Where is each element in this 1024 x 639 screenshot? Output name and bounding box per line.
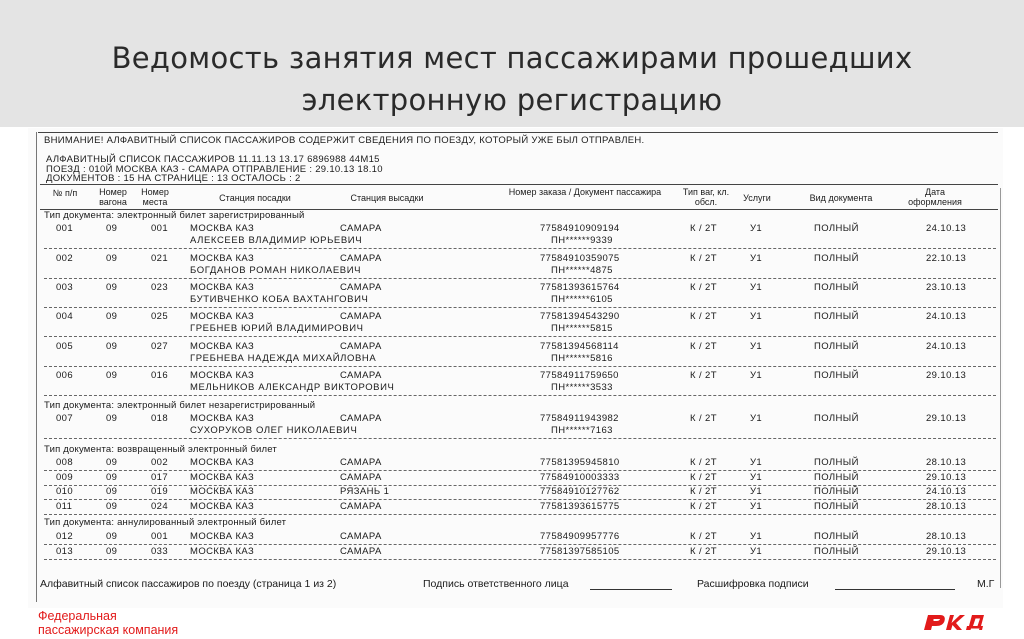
table-cell: 28.10.13 bbox=[926, 501, 967, 512]
column-header: Номер вагона bbox=[99, 187, 127, 207]
table-cell: К / 2Т bbox=[690, 282, 717, 293]
row-divider bbox=[44, 336, 996, 337]
table-cell: 24.10.13 bbox=[926, 341, 967, 352]
table-cell: 012 bbox=[56, 531, 74, 542]
table-cell: К / 2Т bbox=[690, 253, 717, 264]
table-cell: ПОЛНЫЙ bbox=[814, 413, 859, 424]
header-top-rule bbox=[40, 184, 998, 185]
table-cell: 77581393615764 bbox=[540, 282, 620, 293]
passenger-name: СУХОРУКОВ ОЛЕГ НИКОЛАЕВИЧ bbox=[190, 425, 358, 436]
passenger-name: БОГДАНОВ РОМАН НИКОЛАЕВИЧ bbox=[190, 265, 362, 276]
table-cell: 24.10.13 bbox=[926, 486, 967, 497]
table-cell: К / 2Т bbox=[690, 501, 717, 512]
table-cell: 001 bbox=[151, 223, 169, 234]
table-cell: К / 2Т bbox=[690, 472, 717, 483]
table-cell: 001 bbox=[151, 531, 169, 542]
table-cell: 002 bbox=[151, 457, 169, 468]
table-cell: У1 bbox=[750, 311, 763, 322]
table-cell: К / 2Т bbox=[690, 311, 717, 322]
list-header: АЛФАВИТНЫЙ СПИСОК ПАССАЖИРОВ 11.11.13 13.17 6896988 44М15 bbox=[46, 154, 380, 165]
warning-text: ВНИМАНИЕ! АЛФАВИТНЫЙ СПИСОК ПАССАЖИРОВ СОДЕРЖИТ СВЕДЕНИЯ ПО ПОЕЗДУ, КОТОРЫЙ УЖЕ БЫЛ ОТПРАВЛЕН. bbox=[44, 135, 645, 146]
row-divider bbox=[44, 470, 996, 471]
table-cell: У1 bbox=[750, 370, 763, 381]
section-title: Тип документа: электронный билет зарегистрированный bbox=[44, 210, 305, 221]
table-cell: 017 bbox=[151, 472, 169, 483]
table-cell: 09 bbox=[106, 341, 118, 352]
table-cell: У1 bbox=[750, 546, 763, 557]
table-cell: САМАРА bbox=[340, 282, 382, 293]
table-cell: ПОЛНЫЙ bbox=[814, 311, 859, 322]
passenger-passport: ПН******4875 bbox=[551, 265, 613, 276]
section-title: Тип документа: электронный билет незарегистрированный bbox=[44, 400, 316, 411]
column-header: Номер места bbox=[141, 187, 169, 207]
table-cell: 77584909957776 bbox=[540, 531, 620, 542]
table-cell: 77581394543290 bbox=[540, 311, 620, 322]
decode-label: Расшифровка подписи bbox=[697, 578, 809, 590]
table-cell: У1 bbox=[750, 282, 763, 293]
row-divider bbox=[44, 499, 996, 500]
rzd-logo-icon bbox=[918, 610, 990, 634]
table-cell: 013 bbox=[56, 546, 74, 557]
table-cell: ПОЛНЫЙ bbox=[814, 486, 859, 497]
table-cell: 007 bbox=[56, 413, 74, 424]
passenger-name: БУТИВЧЕНКО КОБА ВАХТАНГОВИЧ bbox=[190, 294, 369, 305]
table-cell: 22.10.13 bbox=[926, 253, 967, 264]
table-cell: 28.10.13 bbox=[926, 531, 967, 542]
table-cell: 002 bbox=[56, 253, 74, 264]
table-cell: ПОЛНЫЙ bbox=[814, 370, 859, 381]
table-cell: 09 bbox=[106, 311, 118, 322]
table-cell: 77581397585105 bbox=[540, 546, 620, 557]
table-cell: МОСКВА КАЗ bbox=[190, 282, 255, 293]
table-cell: У1 bbox=[750, 413, 763, 424]
passenger-passport: ПН******7163 bbox=[551, 425, 613, 436]
table-cell: 09 bbox=[106, 486, 118, 497]
column-header: Номер заказа / Документ пассажира bbox=[508, 187, 662, 197]
table-cell: У1 bbox=[750, 486, 763, 497]
passenger-name: АЛЕКСЕЕВ ВЛАДИМИР ЮРЬЕВИЧ bbox=[190, 235, 363, 246]
passenger-name: МЕЛЬНИКОВ АЛЕКСАНДР ВИКТОРОВИЧ bbox=[190, 382, 395, 393]
table-cell: У1 bbox=[750, 501, 763, 512]
table-cell: 009 bbox=[56, 472, 74, 483]
table-cell: 011 bbox=[56, 501, 73, 512]
table-cell: САМАРА bbox=[340, 413, 382, 424]
table-cell: 77584910359075 bbox=[540, 253, 620, 264]
table-cell: 006 bbox=[56, 370, 74, 381]
table-cell: ПОЛНЫЙ bbox=[814, 472, 859, 483]
row-divider bbox=[44, 307, 996, 308]
table-cell: ПОЛНЫЙ bbox=[814, 501, 859, 512]
document-right-edge bbox=[1000, 188, 1001, 588]
documents-count-line: ДОКУМЕНТОВ : 15 НА СТРАНИЦЕ : 13 ОСТАЛОСЬ : 2 bbox=[46, 173, 301, 184]
table-cell: 77584910003333 bbox=[540, 472, 620, 483]
table-cell: 77584910909194 bbox=[540, 223, 620, 234]
table-cell: 28.10.13 bbox=[926, 457, 967, 468]
table-cell: 010 bbox=[56, 486, 74, 497]
table-cell: К / 2Т bbox=[690, 486, 717, 497]
table-cell: 77581395945810 bbox=[540, 457, 620, 468]
table-cell: САМАРА bbox=[340, 223, 382, 234]
table-cell: 09 bbox=[106, 253, 118, 264]
table-cell: 09 bbox=[106, 282, 118, 293]
table-cell: У1 bbox=[750, 253, 763, 264]
table-cell: 024 bbox=[151, 501, 169, 512]
row-divider bbox=[44, 366, 996, 367]
slide-title-line-1: Ведомость занятия мест пассажирами прошедших bbox=[111, 41, 913, 75]
row-divider bbox=[44, 559, 996, 560]
column-header: № п/п bbox=[52, 188, 78, 198]
company-name-line-2: пассажирская компания bbox=[38, 623, 179, 637]
table-cell: К / 2Т bbox=[690, 341, 717, 352]
table-cell: 019 bbox=[151, 486, 169, 497]
company-name-line-1: Федеральная bbox=[38, 609, 117, 623]
table-cell: САМАРА bbox=[340, 341, 382, 352]
signature-label: Подпись ответственного лица bbox=[423, 578, 569, 590]
table-cell: К / 2Т bbox=[690, 531, 717, 542]
passenger-passport: ПН******9339 bbox=[551, 235, 613, 246]
table-cell: 09 bbox=[106, 223, 118, 234]
table-cell: К / 2Т bbox=[690, 370, 717, 381]
column-header: Тип ваг, кл. обсл. bbox=[682, 187, 730, 207]
table-cell: САМАРА bbox=[340, 531, 382, 542]
table-cell: 09 bbox=[106, 546, 118, 557]
table-cell: 77581394568114 bbox=[540, 341, 619, 352]
signature-line bbox=[590, 589, 672, 590]
table-cell: 24.10.13 bbox=[926, 223, 967, 234]
column-header: Дата оформления bbox=[908, 187, 962, 207]
table-cell: У1 bbox=[750, 472, 763, 483]
table-cell: К / 2Т bbox=[690, 546, 717, 557]
table-cell: ПОЛНЫЙ bbox=[814, 341, 859, 352]
table-cell: У1 bbox=[750, 457, 763, 468]
table-cell: 09 bbox=[106, 370, 118, 381]
passenger-name: ГРЕБНЕВ ЮРИЙ ВЛАДИМИРОВИЧ bbox=[190, 323, 364, 334]
table-cell: МОСКВА КАЗ bbox=[190, 501, 255, 512]
table-cell: 004 bbox=[56, 311, 74, 322]
list-caption: Алфавитный список пассажиров по поезду (страница 1 из 2) bbox=[40, 578, 337, 590]
table-cell: САМАРА bbox=[340, 370, 382, 381]
table-cell: К / 2Т bbox=[690, 413, 717, 424]
train-line: ПОЕЗД : 010Й МОСКВА КАЗ - САМАРА ОТПРАВЛЕНИЕ : 29.10.13 18.10 bbox=[46, 164, 383, 175]
table-cell: 016 bbox=[151, 370, 169, 381]
table-cell: МОСКВА КАЗ bbox=[190, 472, 255, 483]
table-cell: 003 bbox=[56, 282, 74, 293]
table-cell: ПОЛНЫЙ bbox=[814, 531, 859, 542]
decode-line bbox=[835, 589, 955, 590]
row-divider bbox=[44, 278, 996, 279]
table-cell: 77584911943982 bbox=[540, 413, 619, 424]
table-cell: 005 bbox=[56, 341, 74, 352]
table-cell: 027 bbox=[151, 341, 169, 352]
row-divider bbox=[44, 544, 996, 545]
column-header: Станция посадки bbox=[219, 193, 291, 203]
table-cell: МОСКВА КАЗ bbox=[190, 486, 255, 497]
table-cell: САМАРА bbox=[340, 457, 382, 468]
top-rule bbox=[38, 132, 998, 133]
table-cell: 24.10.13 bbox=[926, 311, 967, 322]
passenger-passport: ПН******3533 bbox=[551, 382, 613, 393]
table-cell: ПОЛНЫЙ bbox=[814, 457, 859, 468]
table-cell: 09 bbox=[106, 531, 118, 542]
table-cell: 77584910127762 bbox=[540, 486, 620, 497]
table-cell: 025 bbox=[151, 311, 169, 322]
table-cell: 77584911759650 bbox=[540, 370, 619, 381]
passenger-passport: ПН******5816 bbox=[551, 353, 613, 364]
table-cell: 033 bbox=[151, 546, 169, 557]
table-cell: ПОЛНЫЙ bbox=[814, 282, 859, 293]
initials: М.Г bbox=[977, 578, 995, 590]
table-cell: 008 bbox=[56, 457, 74, 468]
table-cell: ПОЛНЫЙ bbox=[814, 253, 859, 264]
table-cell: У1 bbox=[750, 341, 763, 352]
table-cell: 23.10.13 bbox=[926, 282, 967, 293]
column-header: Услуги bbox=[743, 193, 771, 203]
table-cell: У1 bbox=[750, 223, 763, 234]
table-cell: САМАРА bbox=[340, 472, 382, 483]
table-cell: МОСКВА КАЗ bbox=[190, 546, 255, 557]
table-cell: МОСКВА КАЗ bbox=[190, 311, 255, 322]
table-cell: 29.10.13 bbox=[926, 370, 967, 381]
table-cell: МОСКВА КАЗ bbox=[190, 457, 255, 468]
row-divider bbox=[44, 438, 996, 439]
table-cell: 001 bbox=[56, 223, 74, 234]
table-cell: 29.10.13 bbox=[926, 413, 967, 424]
table-cell: САМАРА bbox=[340, 501, 382, 512]
table-cell: К / 2Т bbox=[690, 457, 717, 468]
table-cell: 29.10.13 bbox=[926, 546, 967, 557]
table-cell: К / 2Т bbox=[690, 223, 717, 234]
table-cell: 09 bbox=[106, 472, 118, 483]
table-cell: 09 bbox=[106, 501, 118, 512]
table-cell: САМАРА bbox=[340, 311, 382, 322]
slide-title-line-2: электронную регистрацию bbox=[301, 83, 723, 117]
table-cell: МОСКВА КАЗ bbox=[190, 223, 255, 234]
table-cell: МОСКВА КАЗ bbox=[190, 253, 255, 264]
column-header: Вид документа bbox=[809, 193, 873, 203]
table-cell: МОСКВА КАЗ bbox=[190, 413, 255, 424]
document-left-edge bbox=[36, 132, 37, 602]
section-title: Тип документа: возвращенный электронный билет bbox=[44, 444, 277, 455]
table-cell: РЯЗАНЬ 1 bbox=[340, 486, 390, 497]
table-cell: ПОЛНЫЙ bbox=[814, 546, 859, 557]
passenger-passport: ПН******5815 bbox=[551, 323, 613, 334]
passenger-passport: ПН******6105 bbox=[551, 294, 613, 305]
table-cell: 29.10.13 bbox=[926, 472, 967, 483]
table-cell: 021 bbox=[151, 253, 169, 264]
table-cell: МОСКВА КАЗ bbox=[190, 531, 255, 542]
column-header: Станция высадки bbox=[350, 193, 424, 203]
table-cell: САМАРА bbox=[340, 253, 382, 264]
table-cell: 09 bbox=[106, 457, 118, 468]
row-divider bbox=[44, 395, 996, 396]
table-cell: 023 bbox=[151, 282, 169, 293]
table-cell: МОСКВА КАЗ bbox=[190, 370, 255, 381]
row-divider bbox=[44, 248, 996, 249]
table-cell: У1 bbox=[750, 531, 763, 542]
table-cell: 09 bbox=[106, 413, 118, 424]
section-title: Тип документа: аннулированный электронный билет bbox=[44, 517, 287, 528]
row-divider bbox=[44, 514, 996, 515]
table-cell: 018 bbox=[151, 413, 169, 424]
table-cell: ПОЛНЫЙ bbox=[814, 223, 859, 234]
table-cell: 77581393615775 bbox=[540, 501, 620, 512]
table-cell: САМАРА bbox=[340, 546, 382, 557]
passenger-name: ГРЕБНЕВА НАДЕЖДА МИХАЙЛОВНА bbox=[190, 353, 377, 364]
table-cell: МОСКВА КАЗ bbox=[190, 341, 255, 352]
